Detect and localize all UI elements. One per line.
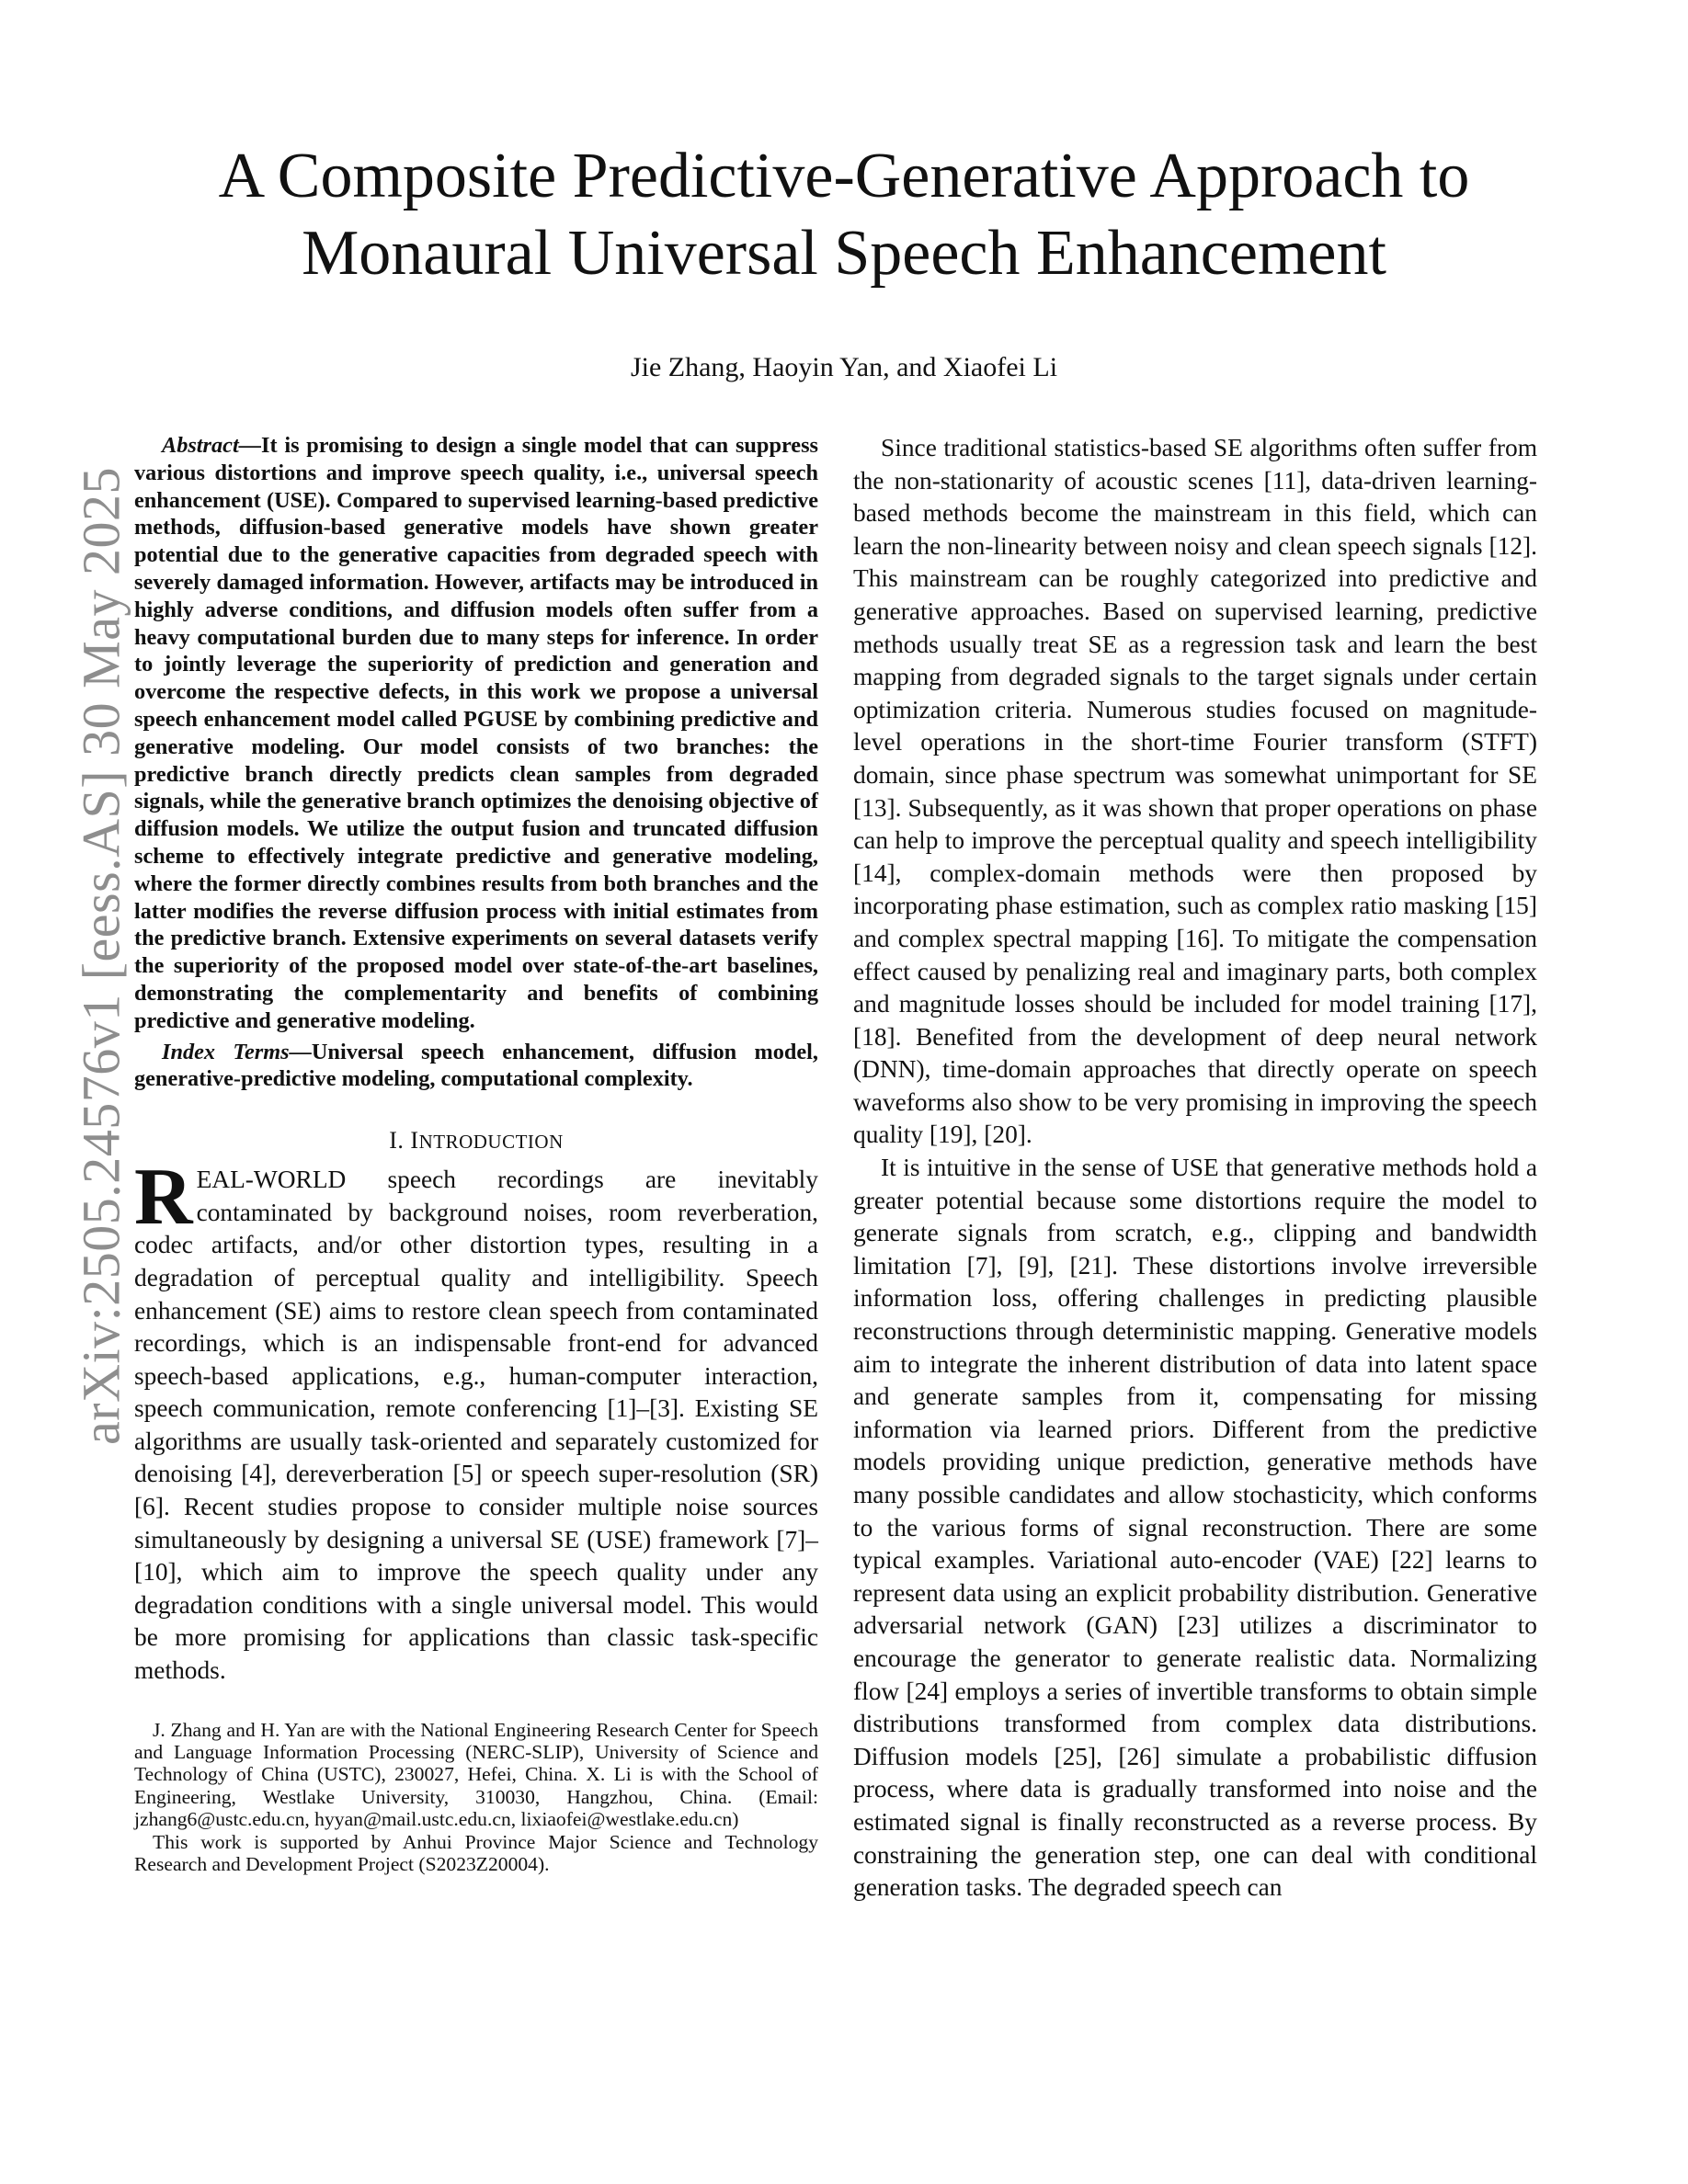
right-paragraph-2: It is intuitive in the sense of USE that generative methods hold a greater potential because some distortions require the model to generate signals from scratch, e.g., clipping and bandwidth limitation [7], [9], [21]. These distortions involve irreversible information loss, offering challenges in predicting plausible reconstructions through deterministic mapping. Generative models aim to integrate the inherent distribution of data into latent space and generate samples from it, compensating for missing information via learned priors. Different from the predictive models providing unique prediction, generative methods have many possible candidates and allow stochasticity, which conforms to the various forms of signal reconstruction. There are some typical examples. Variational auto-encoder (VAE) [22] learns to represent data using an explicit probability distribution. Generative adversarial network (GAN) [23] utilizes a discriminator to encourage the generator to generate realistic data. Normalizing flow [24] employs a series of invertible transforms to obtain simple distributions transformed from complex data distributions. Diffusion models [25], [26] simulate a probabilistic diffusion process, where data is gradually transformed into noise and the estimated signal is finally reconstructed as a reverse process. By constraining the generation step, one can deal with conditional generation tasks. The degraded speech can — [853, 1154, 1537, 1902]
footnotes — [134, 1719, 818, 1876]
author-list: Jie Zhang, Haoyin Yan, and Xiaofei Li — [630, 352, 1058, 382]
footnote-affiliation: J. Zhang and H. Yan are with the National Engineering Research Center for Speech and Language Information Processing (NERC-SLIP), University of Science and Technology of China (USTC), 230027, Hefei, China. X. Li is with the School of Engineering, Westlake University, 310030, Hangzhou, China. (Email: jzhang6@ustc.edu.cn, hyyan@mail.ustc.edu.cn, lixiaofei@westlake.edu.cn) — [134, 1718, 818, 1831]
arxiv-identifier-stamp: arXiv:2505.24576v1 [eess.AS] 30 May 2025 — [71, 467, 131, 1445]
index-terms — [134, 1039, 818, 1094]
paper-title-line-2: Monaural Universal Speech Enhancement — [302, 218, 1386, 289]
index-terms-label: Index Terms— — [162, 1039, 312, 1064]
drop-cap: R — [134, 1153, 193, 1243]
right-paragraph-1: Since traditional statistics-based SE algorithms often suffer from the non-stationarity of acoustic scenes [11], data-driven learning-based methods become the mainstream in this field, which can learn the non-linearity between noisy and clean speech signals [12]. This mainstream can be roughly categorized into predictive and generative approaches. Based on supervised learning, predictive methods usually treat SE as a regression task and learn the best mapping from degraded signals to the target signals under certain optimization criteria. Numerous studies focused on magnitude-level operations in the short-time Fourier transform (STFT) domain, since phase spectrum was somewhat unimportant for SE [13]. Subsequently, as it was shown that proper operations on phase can help to improve the perceptual quality and speech intelligibility [14], complex-domain methods were then proposed by incorporating phase estimation, such as complex ratio masking [15] and complex spectral mapping [16]. To mitigate the compensation effect caused by penalizing real and imaginary parts, both complex and magnitude losses should be included for model training [17], [18]. Benefited from the development of deep neural network (DNN), time-domain approaches that directly operate on speech waveforms also show to be very promising in improving the speech quality [19], [20]. — [853, 434, 1537, 1149]
right-column — [853, 432, 1537, 1905]
section-heading-rest: NTRODUCTION — [418, 1131, 564, 1154]
index-terms-text: Universal speech enhancement, diffusion model, generative-predictive modeling, computational complexity. — [134, 1039, 819, 1092]
intro-paragraph-1-text: EAL-WORLD speech recordings are inevitably contaminated by background noises, room reverberation, codec artifacts, and/or other distortion types, resulting in a degradation of perceptual quality and intelligibility. Speech enhancement (SE) aims to restore clean speech from contaminated recordings, which is an indispensable front-end for advanced speech-based applications, e.g., human-computer interaction, speech communication, remote conferencing [1]–[3]. Existing SE algorithms are usually task-oriented and separately customized for denoising [4], dereverberation [5] or speech super-resolution (SR) [6]. Recent studies propose to consider multiple noise sources simultaneously by designing a universal SE (USE) framework [7]–[10], which aim to improve the speech quality under any degradation conditions with a single universal model. This would be more promising for applications than classic task-specific methods. — [134, 1166, 818, 1685]
abstract — [134, 432, 818, 1035]
section-heading-numeral: I. I — [389, 1127, 419, 1155]
abstract-text: It is promising to design a single model that can suppress various distortions and improve speech quality, i.e., universal speech enhancement (USE). Compared to supervised learning-based predictive methods, diffusion-based generative models have shown greater potential due to the generative capacities from degraded speech with severely damaged information. However, artifacts may be introduced in highly adverse conditions, and diffusion models often suffer from a heavy computational burden due to many steps for inference. In order to jointly leverage the superiority of prediction and generation and overcome the respective defects, in this work we propose a universal speech enhancement model called PGUSE by combining predictive and generative modeling. Our model consists of two branches: the predictive branch directly predicts clean samples from degraded signals, while the generative branch optimizes the denoising objective of diffusion models. We utilize the output fusion and truncated diffusion scheme to effectively integrate predictive and generative modeling, where the former directly combines results from both branches and the latter modifies the reverse diffusion process with initial estimates from the predictive branch. Extensive experiments on several datasets verify the superiority of the proposed model over state-of-the-art baselines, demonstrating the complementarity and benefits of combining predictive and generative modeling. — [134, 433, 818, 1033]
intro-paragraph-1 — [134, 1153, 818, 1688]
section-heading-introduction — [134, 1126, 818, 1156]
footnote-funding: This work is supported by Anhui Province Major Science and Technology Research and Development Project (S2023Z20004). — [134, 1830, 818, 1876]
abstract-label: Abstract— — [162, 433, 261, 458]
left-column — [134, 432, 818, 1875]
paper-title-line-1: A Composite Predictive-Generative Approach to — [218, 141, 1470, 211]
title-block — [129, 138, 1559, 384]
